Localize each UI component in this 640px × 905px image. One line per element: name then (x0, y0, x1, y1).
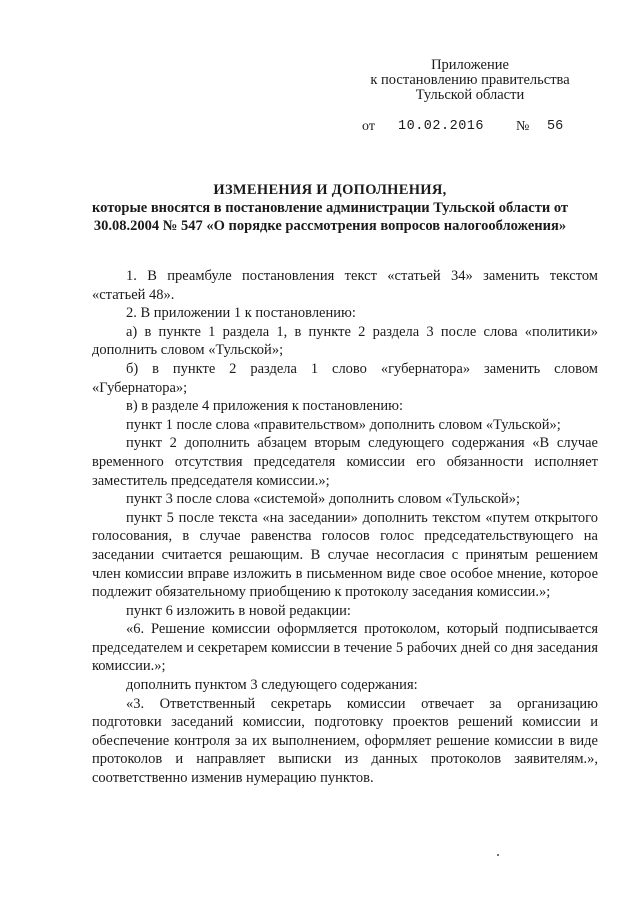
document-date: 10.02.2016 (398, 119, 485, 134)
paragraph: в) в разделе 4 приложения к постановлению: (126, 398, 404, 415)
appendix-header (360, 58, 580, 103)
paragraph: пункт 3 после слова «системой» дополнить словом «Тульской»; (126, 491, 521, 508)
paragraph: «6. Решение комиссии оформляется протоколом, который подписывается председателем и секретарем комиссии в течение 5 рабочих дней со дня заседания комиссии.»; (92, 621, 598, 675)
document-title: ИЗМЕНЕНИЯ И ДОПОЛНЕНИЯ, (213, 182, 447, 198)
paragraph: 2. В приложении 1 к постановлению: (126, 305, 356, 322)
number-prefix: № (516, 119, 530, 134)
paragraph: пункт 5 после текста «на заседании» дополнить текстом «путем открытого голосования, в случае равенства голосов голос председательствующего на заседании считается решающим. В случае несогласия с принятым решением член комиссии вправе изложить в письменном виде свое особое мнение, которое подлежит обязательному приобщению к протоколу заседания комиссии.»; (92, 509, 598, 601)
paragraph: 1. В преамбуле постановления текст «статьей 34» заменить текстом «статьей 48». (92, 268, 598, 303)
appendix-label: Приложение (431, 57, 509, 73)
paragraph: дополнить пунктом 3 следующего содержания: (126, 677, 418, 694)
paragraph: пункт 2 дополнить абзацем вторым следующего содержания «В случае временного отсутствия председателя комиссии его обязанности исполняет заместитель председателя комиссии.»; (92, 435, 598, 489)
appendix-resolution-line: к постановлению правительства (370, 72, 570, 88)
paragraph: а) в пункте 1 раздела 1, в пункте 2 раздела 3 после слова «политики» дополнить словом «Тульской»; (92, 323, 598, 359)
scan-speck (497, 854, 499, 856)
paragraph: «3. Ответственный секретарь комиссии отвечает за организацию подготовки заседаний комиссии, подготовку проектов решений комиссии и обеспечение контроля за их выполнением, оформляет решение комиссии в виде протоколов и направляет выписки из данных протоколов заявителям.», соответственно изменив нумерацию пунктов. (92, 695, 598, 787)
date-prefix: от (362, 119, 375, 134)
paragraph: пункт 1 после слова «правительством» дополнить словом «Тульской»; (126, 416, 561, 433)
document-subtitle: которые вносятся в постановление администрации Тульской области от 30.08.2004 № 547 «О порядке рассмотрения вопросов налогообложения» (91, 200, 568, 234)
document-body (92, 267, 598, 788)
document-number: 56 (547, 119, 564, 134)
appendix-region-line: Тульской области (415, 87, 525, 103)
paragraph: б) в пункте 2 раздела 1 слово «губернатора» заменить словом «Губернатора»; (92, 360, 598, 396)
paragraph: пункт 6 изложить в новой редакции: (126, 602, 351, 619)
